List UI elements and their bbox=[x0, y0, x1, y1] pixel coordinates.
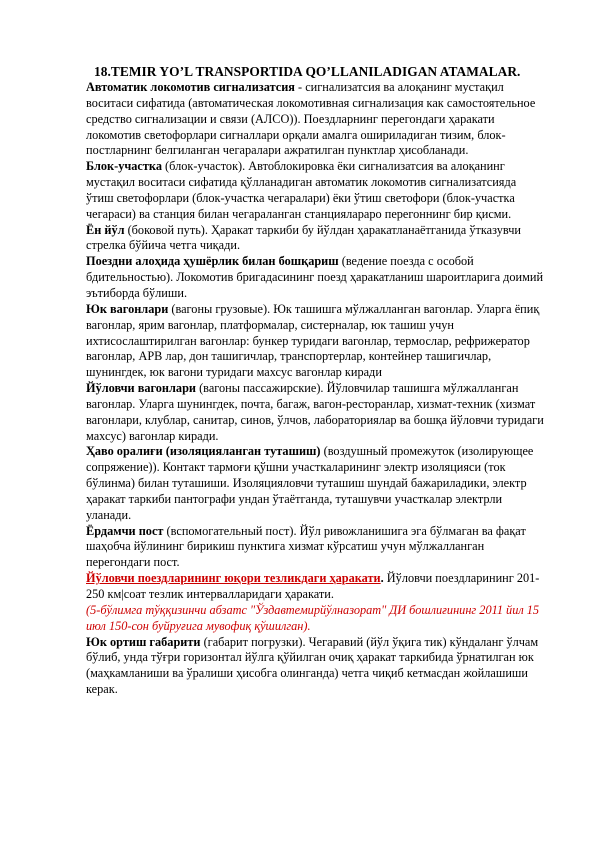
entry-term: Ҳаво оралиғи (изоляцияланган туташиш) bbox=[86, 444, 321, 459]
glossary-entry-auxiliary-post bbox=[86, 524, 546, 572]
glossary-entry-vigilant-driving bbox=[86, 254, 546, 302]
glossary-entry-block-section bbox=[86, 159, 546, 222]
entry-definition: - сигнализатсия ва алоқанинг мустақил воситаси сифатида (автоматическая локомотивная сигнализация как самостоятельное средство сигнализации и связи (АЛСО)). Поездларнинг перегондаги ҳаракати локомотив светофорлари сигналлари орқали амалга ошириладиган тизим, блок-постларнинг белгиланган чегаралари ажратилган пунктлар ҳисобланади. bbox=[86, 80, 536, 158]
entry-term-punct: . bbox=[380, 571, 384, 586]
glossary-entry-air-gap bbox=[86, 444, 546, 523]
entry-definition: (габарит погрузки). Чегаравий (йўл ўқига тик) кўндаланг ўлчам бўлиб, унда тўғри горизонтал йўлга қўйилган очиқ ҳаракат таркибида ўрнатилган юк (маҳкамланиши ва ўралиши ҳисобга олинганда) четга чиқиб кетмасдан жойлашиши керак. bbox=[86, 634, 539, 697]
entry-term: Ён йўл bbox=[86, 222, 125, 237]
glossary-entry-side-track bbox=[86, 223, 546, 255]
glossary-entry-loading-gauge bbox=[86, 635, 546, 698]
entry-definition: (вагоны пассажирские). Йўловчилар ташишга мўлжалланган вагонлар. Уларга шунингдек, почта, багаж, вагон-ресторанлар, хизмат-техник (хизмат вагонлари, клублар, санитар, синов, ўлчов, лабораториялар ва бошқа йўловчи туридаги махсус) вагонлар киради. bbox=[86, 381, 544, 443]
entry-definition: (ведение поезда с особой бдительностью). Локомотив бригадасининг поезд ҳаракатланиш шароитларига доимий эътиборда бўлиши. bbox=[86, 254, 544, 300]
entry-term: Ёрдамчи пост bbox=[86, 523, 164, 538]
amendment-note: (5-бўлимга тўққизинчи абзатс "Ўздавтемирйўлназорат" ДИ бошлиғининг 2011 йил 15 июл 150-сон буйруғига мувофиқ қўшилган). bbox=[86, 602, 540, 633]
entry-definition: (боковой путь). Ҳаракат таркиби бу йўлдан ҳаракатланаётганида ўтказувчи стрелка бўйича четга чиқади. bbox=[86, 222, 521, 253]
entry-definition: (вагоны грузовые). Юк ташишга мўлжалланган вагонлар. Уларга ёпиқ вагонлар, ярим вагонлар, платформалар, систерналар, юк ташиш учун ихтисослаштирилган вагонлар: бункер туридаги вагонлар, термослар, рефрижератор вагонлар, АРВ лар, дон ташигичлар, транспортерлар, контейнер ташигичлар, шунингдек, юк вагони туридаги махсус вагонлар киради bbox=[86, 301, 540, 380]
glossary-entry-also bbox=[86, 80, 546, 159]
entry-term-highlighted: Йўловчи поездларининг юқори тезликдаги ҳаракати bbox=[86, 571, 381, 586]
glossary-entry-high-speed bbox=[86, 571, 546, 603]
entry-definition: Йўловчи поездларининг 201-250 км|соат тезлик интервалларидаги ҳаракати. bbox=[86, 571, 540, 601]
glossary-entry-freight-wagons bbox=[86, 302, 546, 381]
entry-term: Блок-участка bbox=[86, 159, 162, 174]
entry-term: Юк вагонлари bbox=[86, 301, 169, 316]
page-title: 18.TEMIR YO’L TRANSPORTIDA QO’LLANILADIGAN ATAMALAR. bbox=[94, 64, 521, 79]
entry-definition: (воздушный промежуток (изолирующее сопряжение)). Контакт тармоғи қўшни участкаларининг электр изоляцияси (ток бўлинма) билан туташиши. Изоляцияловчи туташиш шундай бажариладики, электр ҳаракат таркиби пантографи ундан ўтаётганда, туташувчи участкалар электрли уланади. bbox=[86, 444, 534, 522]
entry-term: Поездни алоҳида ҳушёрлик билан бошқариш bbox=[86, 254, 339, 269]
glossary-entry-passenger-wagons bbox=[86, 381, 546, 444]
document-page bbox=[86, 64, 546, 698]
entry-definition: (блок-участок). Автоблокировка ёки сигнализатсия ва алоқанинг мустақил воситаси сифатида қўлланадиган автоматик локомотив сигнализатсияда ўтиш светофорлари (блок-участка чегаралари) ёки ўтиш светофори (блок-участка чегараси) ва станция билан чегараланган станциялараро перегоннинг бир қисми. bbox=[86, 159, 517, 221]
entry-term: Юк ортиш габарити bbox=[86, 634, 201, 649]
entry-term: Йўловчи вагонлари bbox=[86, 381, 196, 396]
entry-definition: (вспомогательный пост). Йўл ривожланишига эга бўлмаган ва фақат шаҳобча йўлининг бирикиш пунктига хизмат кўрсатиш учун мўлжалланган перегондаги пост. bbox=[86, 523, 526, 570]
entry-term: Автоматик локомотив сигнализатсия bbox=[86, 80, 295, 94]
